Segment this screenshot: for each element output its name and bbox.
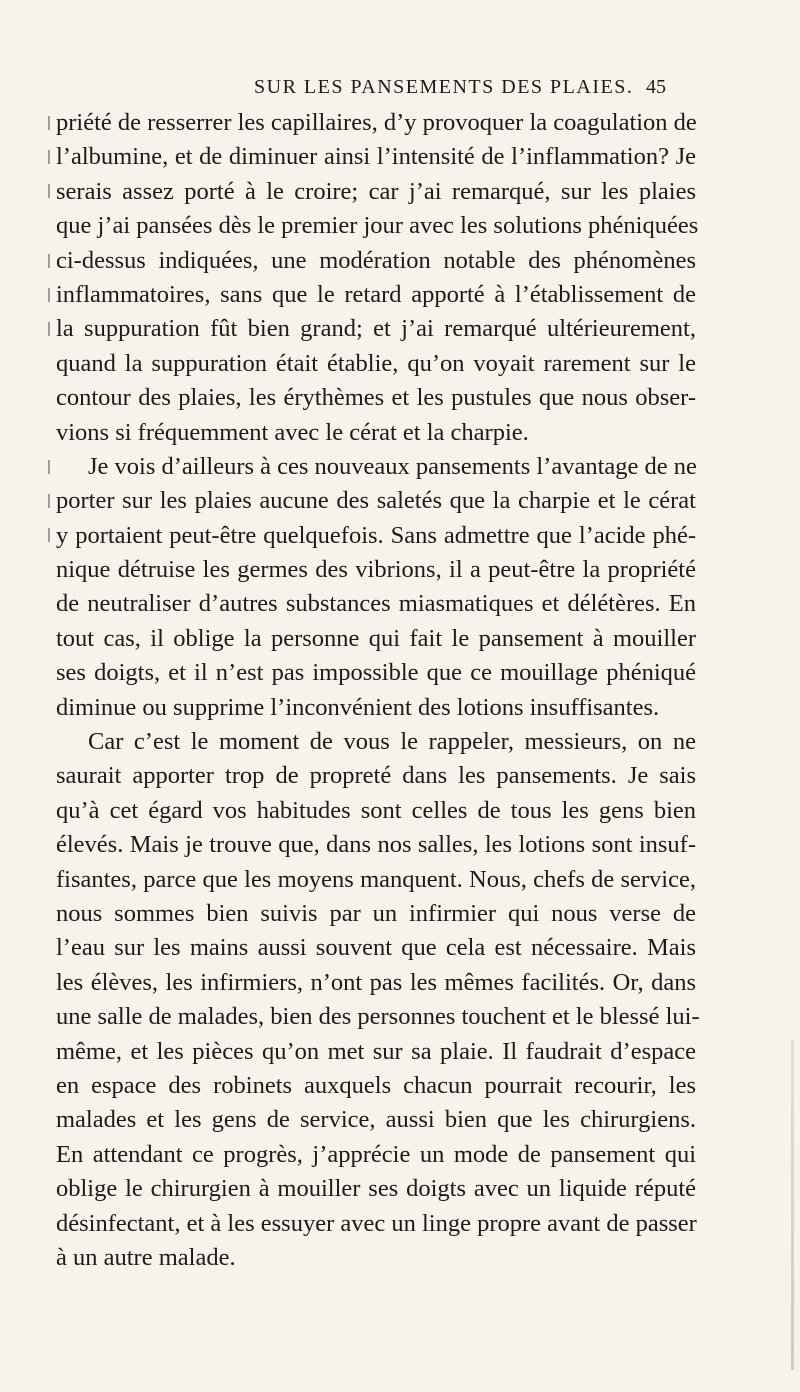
text-line: qu’à cet égard vos habitudes sont celles de tous les gens bien: [56, 796, 696, 824]
text-line: inflammatoires, sans que le retard apporté à l’établissement de: [56, 280, 696, 308]
text-line: porter sur les plaies aucune des saletés que la charpie et le cérat: [56, 487, 696, 515]
paragraph-last-line: diminue ou supprime l’inconvénient des lotions insuffisantes.: [56, 693, 660, 721]
text-line: oblige le chirurgien à mouiller ses doigts avec un liquide réputé: [56, 1175, 696, 1203]
text-line: fisantes, parce que les moyens manquent. Nous, chefs de service,: [56, 865, 696, 893]
text-line: malades et les gens de service, aussi bien que les chirurgiens.: [56, 1106, 696, 1134]
margin-mark: [48, 460, 50, 474]
page-number: 45: [646, 76, 666, 98]
text-line: élevés. Mais je trouve que, dans nos salles, les lotions sont insuf-: [56, 831, 696, 859]
text-line: l’eau sur les mains aussi souvent que cela est nécessaire. Mais: [56, 934, 696, 962]
paragraph-first-line: Car c’est le moment de vous le rappeler, messieurs, on ne: [88, 728, 696, 756]
page-edge-shadow: [791, 1040, 794, 1370]
text-line: les élèves, les infirmiers, n’ont pas les mêmes facilités. Or, dans: [56, 968, 696, 996]
text-line: ses doigts, et il n’est pas impossible que ce mouillage phéniqué: [56, 659, 696, 687]
margin-mark: [48, 184, 50, 198]
text-line: y portaient peut-être quelquefois. Sans admettre que l’acide phé-: [56, 521, 696, 549]
text-line: nique détruise les germes des vibrions, il a peut-être la propriété: [56, 556, 696, 584]
text-line: quand la suppuration était établie, qu’on voyait rarement sur le: [56, 349, 696, 377]
text-line: En attendant ce progrès, j’apprécie un mode de pansement qui: [56, 1140, 696, 1168]
text-line: tout cas, il oblige la personne qui fait le pansement à mouiller: [56, 624, 696, 652]
text-line: saurait apporter trop de propreté dans les pansements. Je sais: [56, 762, 696, 790]
text-line: désinfectant, et à les essuyer avec un linge propre avant de passer: [56, 1209, 697, 1237]
text-line: priété de resserrer les capillaires, d’y provoquer la coagulation de: [56, 109, 697, 136]
text-line: en espace des robinets auxquels chacun pourrait recourir, les: [56, 1071, 696, 1099]
paragraph-last-line: vions si fréquemment avec le cérat et la charpie.: [56, 418, 529, 446]
running-head: [0, 76, 800, 106]
margin-mark: [48, 116, 50, 130]
running-title: SUR LES PANSEMENTS DES PLAIES.: [254, 76, 634, 98]
text-line: nous sommes bien suivis par un infirmier qui nous verse de: [56, 899, 696, 927]
text-line: ci-dessus indiquées, une modération notable des phénomènes: [56, 246, 696, 274]
text-line: la suppuration fût bien grand; et j’ai remarqué ultérieurement,: [56, 315, 696, 343]
margin-mark: [48, 322, 50, 336]
text-line: une salle de malades, bien des personnes touchent et le blessé lui-: [56, 1003, 700, 1031]
text-line: l’albumine, et de diminuer ainsi l’intensité de l’inflammation? Je: [56, 143, 696, 171]
paragraph-last-line: à un autre malade.: [56, 1243, 236, 1271]
margin-mark: [48, 494, 50, 508]
margin-mark: [48, 254, 50, 268]
margin-mark: [48, 288, 50, 302]
text-line: que j’ai pansées dès le premier jour avec les solutions phéniquées: [56, 212, 699, 240]
margin-mark: [48, 150, 50, 164]
text-line: de neutraliser d’autres substances miasmatiques et délétères. En: [56, 590, 696, 618]
text-line: serais assez porté à le croire; car j’ai remarqué, sur les plaies: [56, 177, 696, 205]
body-text: [56, 106, 700, 1275]
text-line: même, et les pièces qu’on met sur sa plaie. Il faudrait d’espace: [56, 1037, 696, 1065]
margin-mark: [48, 528, 50, 542]
text-line: contour des plaies, les érythèmes et les pustules que nous obser-: [56, 384, 696, 412]
paragraph-first-line: Je vois d’ailleurs à ces nouveaux pansements l’avantage de ne: [88, 452, 697, 480]
